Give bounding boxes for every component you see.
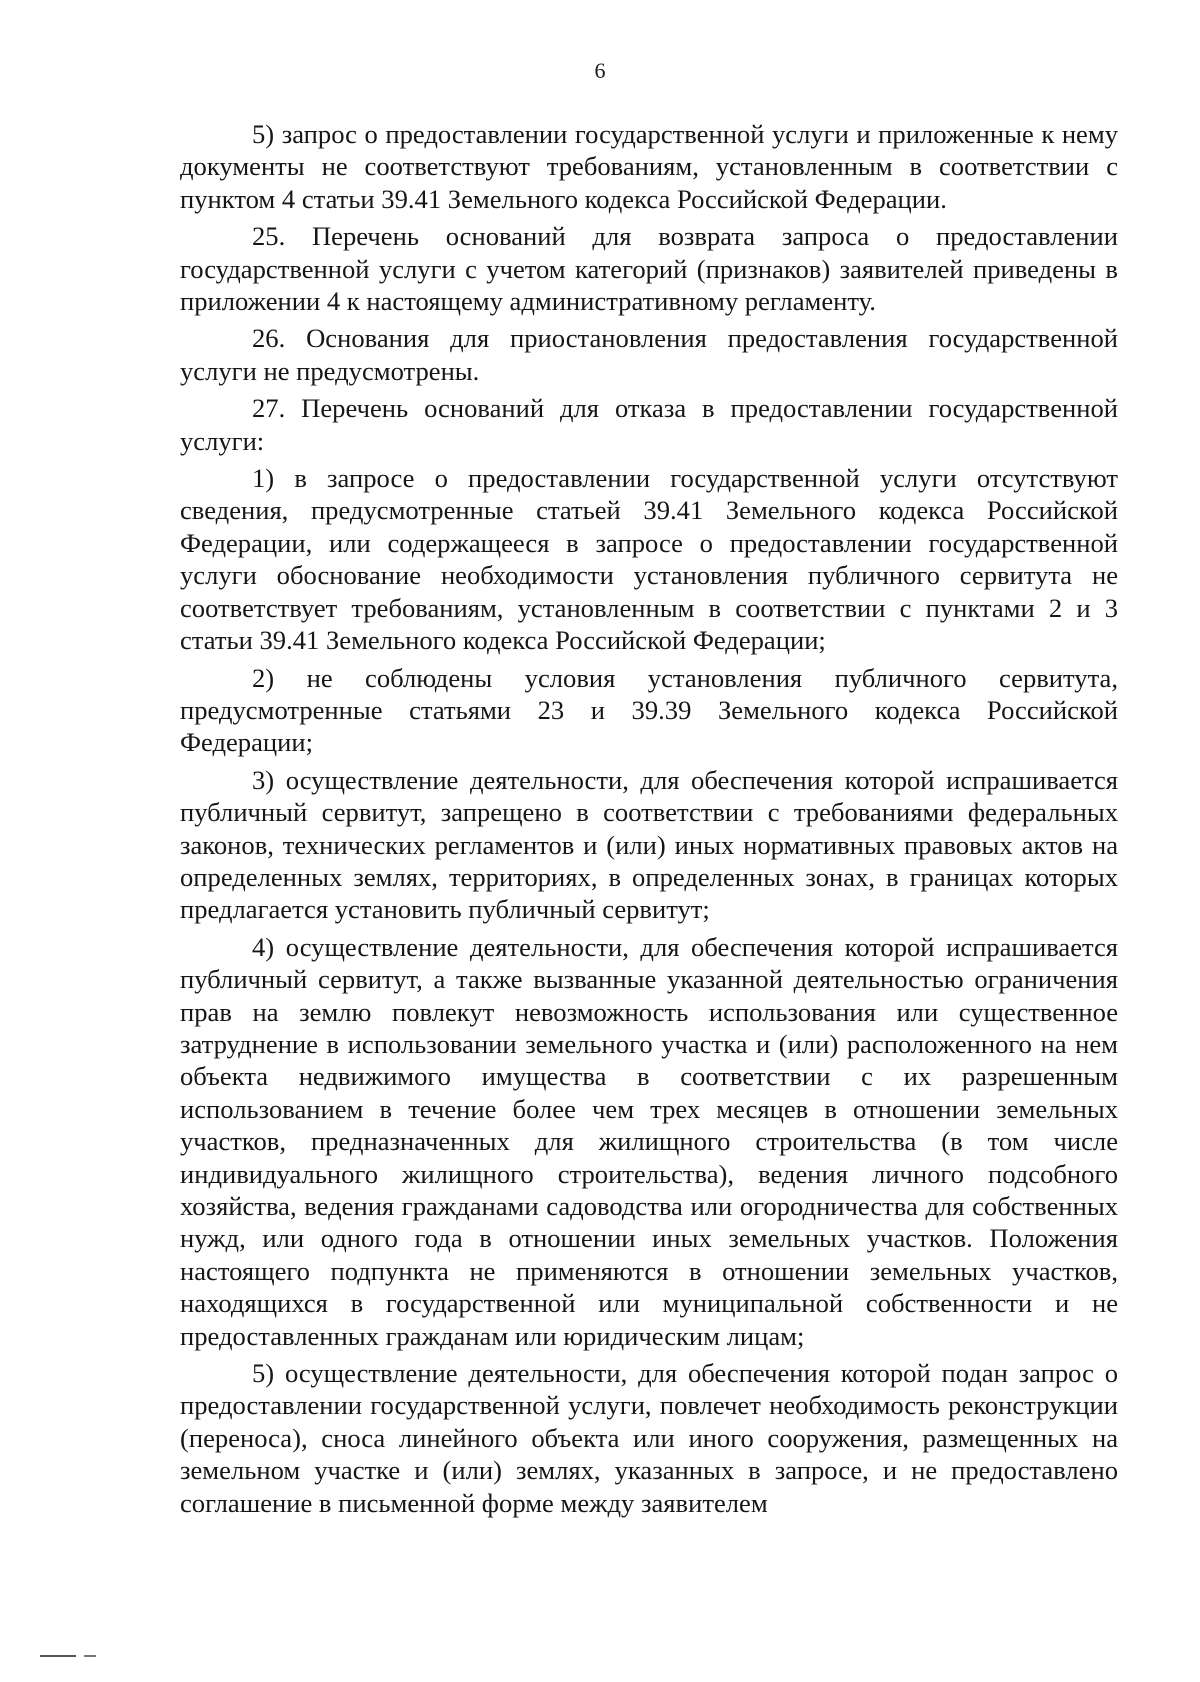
page-number: 6 <box>594 58 606 83</box>
paragraph-25: 25. Перечень оснований для возврата запроса о предоставлении государственной услуги с учетом категорий (признаков) заявителей приведены в приложении 4 к настоящему административному регламенту. <box>180 221 1118 317</box>
paragraph-item-3: 3) осуществление деятельности, для обеспечения которой испрашивается публичный сервитут, запрещено в соответствии с требованиями федеральных законов, технических регламентов и (или) иных нормативных правовых актов на определенных землях, территориях, в определенных зонах, в границах которых предлагается установить публичный сервитут; <box>180 764 1118 925</box>
paragraph-27: 27. Перечень оснований для отказа в предоставлении государственной услуги: <box>180 393 1118 456</box>
paragraph-item-5-return: 5) запрос о предоставлении государственной услуги и приложенные к нему документы не соответствуют требованиям, установленным в соответствии с пунктом 4 статьи 39.41 Земельного кодекса Российской Федерации. <box>180 119 1118 214</box>
paragraph-item-5-refusal: 5) осуществление деятельности, для обеспечения которой подан запрос о предоставлении государственной услуги, повлечет необходимость реконструкции (переноса), сноса линейного объекта или иного сооружения, размещенных на земельном участке и (или) землях, указанных в запросе, и не предоставлено соглашение в письменной форме между заявителем <box>180 1358 1118 1518</box>
paragraph-item-1: 1) в запросе о предоставлении государственной услуги отсутствуют сведения, предусмотренные статьей 39.41 Земельного кодекса Российской Федерации, или содержащееся в запросе о предоставлении государственной услуги обоснование необходимости установления публичного сервитута не соответствует требованиям, установленным в соответствии с пунктами 2 и 3 статьи 39.41 Земельного кодекса Российской Федерации; <box>180 463 1118 656</box>
footer-mark-segment <box>84 1655 96 1657</box>
paragraph-item-4: 4) осуществление деятельности, для обеспечения которой испрашивается публичный сервитут, а также вызванные указанной деятельностью ограничения прав на землю повлекут невозможность использования или существенное затруднение в использовании земельного участка и (или) расположенного на нем объекта недвижимого имущества в соответствии с их разрешенным использованием в течение более чем трех месяцев в отношении земельных участков, предназначенных для жилищного строительства (в том числе индивидуального жилищного строительства), ведения личного подсобного хозяйства, ведения гражданами садоводства или огородничества для собственных нужд, или одного года в отношении иных земельных участков. Положения настоящего подпункта не применяются в отношении земельных участков, находящихся в государственной или муниципальной собственности и не предоставленных гражданам или юридическим лицам; <box>180 931 1118 1351</box>
paragraph-26: 26. Основания для приостановления предоставления государственной услуги не предусмотрены. <box>180 323 1118 386</box>
footer-mark-segment <box>40 1655 76 1657</box>
paragraph-item-2: 2) не соблюдены условия установления публичного сервитута, предусмотренные статьями 23 и 39.39 Земельного кодекса Российской Федерации; <box>180 662 1118 758</box>
footer-scan-mark <box>40 1655 100 1658</box>
document-body <box>180 118 1118 1519</box>
